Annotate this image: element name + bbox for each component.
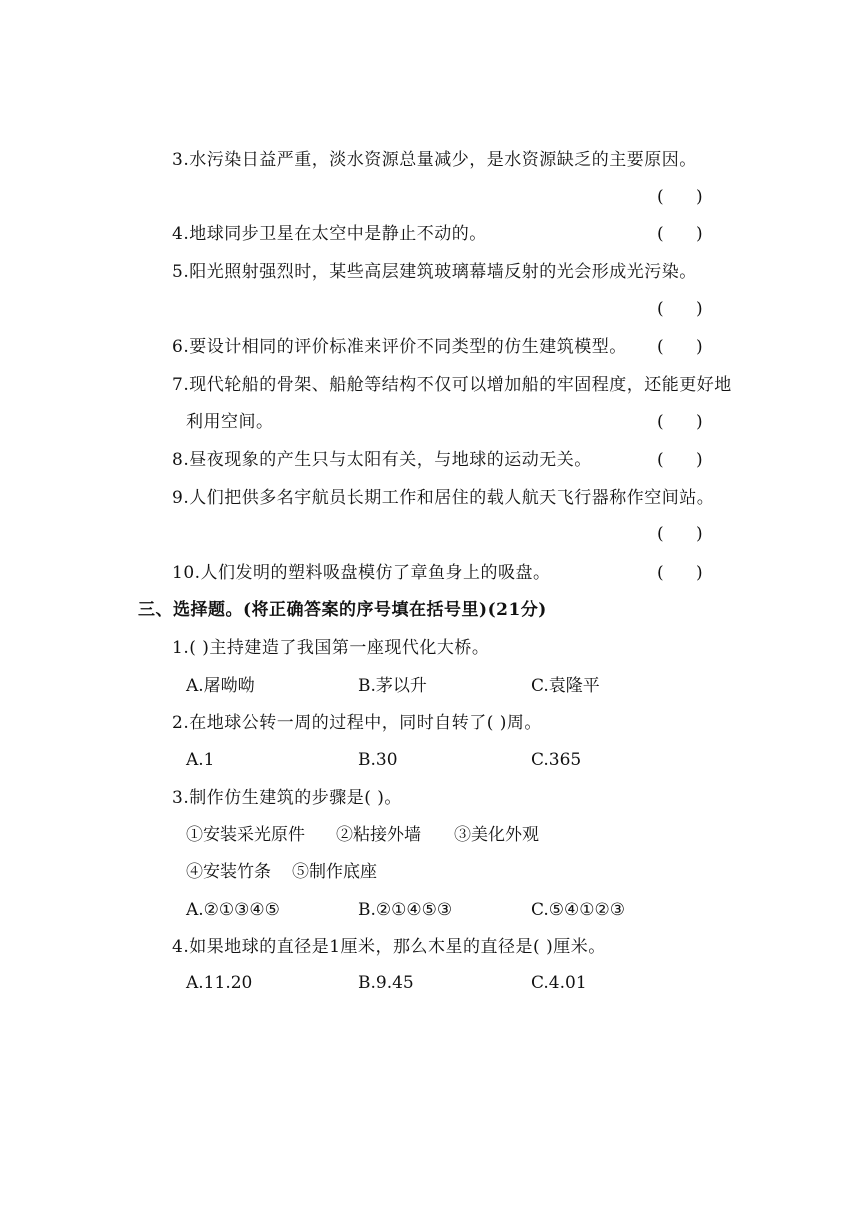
- judgment-item-10: 10.人们发明的塑料吸盘模仿了章鱼身上的吸盘。: [172, 563, 551, 583]
- judgment-item-6: 6.要设计相同的评价标准来评价不同类型的仿生建筑模型。: [172, 337, 627, 357]
- choice-q3-step-1: ①安装采光原件: [186, 825, 305, 845]
- choice-q3-option-c[interactable]: C.⑤④①②③: [531, 900, 626, 920]
- choice-q3-step-2: ②粘接外墙: [336, 825, 421, 845]
- choice-q3-stem: 3.制作仿生建筑的步骤是( )。: [172, 788, 402, 808]
- choice-q2-option-a[interactable]: A.1: [186, 750, 215, 770]
- choice-q3-option-b[interactable]: B.②①④⑤③: [358, 900, 453, 920]
- judgment-item-5: 5.阳光照射强烈时，某些高层建筑玻璃幕墙反射的光会形成光污染。: [172, 262, 697, 282]
- choice-q4-option-c[interactable]: C.4.01: [531, 973, 587, 993]
- choice-q3-step-5: ⑤制作底座: [292, 862, 377, 882]
- choice-q1-option-c[interactable]: C.袁隆平: [531, 676, 600, 696]
- choice-q2-stem: 2.在地球公转一周的过程中，同时自转了( )周。: [172, 713, 542, 733]
- answer-paren-7[interactable]: ( ): [657, 412, 703, 432]
- section-heading-choice: 三、选择题。(将正确答案的序号填在括号里)(21分): [138, 600, 547, 620]
- answer-paren-10[interactable]: ( ): [657, 563, 703, 583]
- answer-paren-9[interactable]: ( ): [657, 524, 703, 544]
- choice-q1-stem: 1.( )主持建造了我国第一座现代化大桥。: [172, 638, 490, 658]
- judgment-item-7: 7.现代轮船的骨架、船舱等结构不仅可以增加船的牢固程度，还能更好地: [172, 375, 732, 395]
- judgment-item-4: 4.地球同步卫星在太空中是静止不动的。: [172, 224, 487, 244]
- judgment-item-7-cont: 利用空间。: [186, 412, 274, 432]
- choice-q1-option-b[interactable]: B.茅以升: [358, 676, 427, 696]
- choice-q1-option-a[interactable]: A.屠呦呦: [186, 676, 255, 696]
- judgment-item-9: 9.人们把供多名宇航员长期工作和居住的载人航天飞行器称作空间站。: [172, 488, 715, 508]
- choice-q3-step-3: ③美化外观: [454, 825, 539, 845]
- judgment-item-3: 3.水污染日益严重，淡水资源总量减少，是水资源缺乏的主要原因。: [172, 150, 697, 170]
- choice-q2-option-b[interactable]: B.30: [358, 750, 398, 770]
- choice-q3-option-a[interactable]: A.②①③④⑤: [186, 900, 280, 920]
- judgment-item-8: 8.昼夜现象的产生只与太阳有关，与地球的运动无关。: [172, 450, 592, 470]
- choice-q4-option-a[interactable]: A.11.20: [186, 973, 253, 993]
- choice-q3-step-4: ④安装竹条: [186, 862, 271, 882]
- choice-q2-option-c[interactable]: C.365: [531, 750, 582, 770]
- answer-paren-5[interactable]: ( ): [657, 299, 703, 319]
- choice-q4-stem: 4.如果地球的直径是1厘米，那么木星的直径是( )厘米。: [172, 937, 606, 957]
- choice-q4-option-b[interactable]: B.9.45: [358, 973, 414, 993]
- answer-paren-3[interactable]: ( ): [657, 187, 703, 207]
- answer-paren-8[interactable]: ( ): [657, 450, 703, 470]
- answer-paren-6[interactable]: ( ): [657, 337, 703, 357]
- answer-paren-4[interactable]: ( ): [657, 224, 703, 244]
